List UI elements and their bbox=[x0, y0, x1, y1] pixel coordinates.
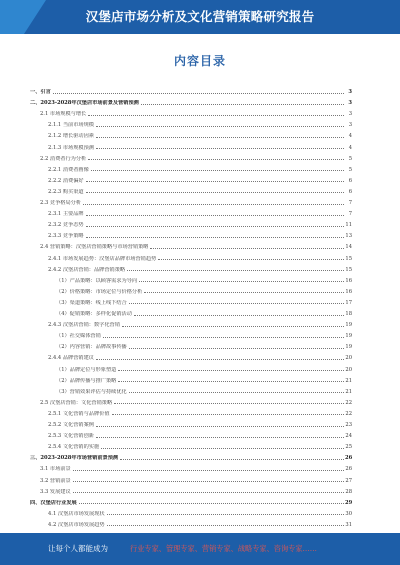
toc-entry-title: 2.3.2 竞争态势 bbox=[48, 222, 84, 229]
toc-entry[interactable] bbox=[48, 509, 352, 517]
toc-leader-dots bbox=[144, 292, 344, 293]
toc-entry-page: 26 bbox=[345, 455, 353, 462]
toc-entry-title: （1）产品策略：以顾客需求为导向 bbox=[56, 277, 138, 284]
toc-entry-title: （3）营销效果评估与持续优化 bbox=[56, 388, 127, 395]
toc-entry-title: 3.3 发展建议 bbox=[40, 488, 71, 495]
header-banner bbox=[0, 0, 400, 34]
toc-entry-title: （3）渠道策略：线上线下结合 bbox=[56, 299, 127, 306]
toc-entry[interactable] bbox=[48, 254, 352, 262]
toc-entry-page: 6 bbox=[348, 177, 352, 184]
toc-entry-page: 20 bbox=[345, 355, 352, 362]
toc-entry[interactable] bbox=[48, 431, 352, 439]
toc-entry-title: 2.2.3 购买渠道 bbox=[48, 188, 84, 195]
toc-entry-page: 16 bbox=[345, 277, 352, 284]
toc-leader-dots bbox=[96, 126, 344, 127]
toc-entry-title: 2.4.4 品牌营销建议 bbox=[48, 355, 94, 362]
toc-entry[interactable] bbox=[48, 520, 352, 528]
toc-leader-dots bbox=[73, 481, 344, 482]
toc-entry[interactable] bbox=[48, 165, 352, 173]
toc-entry[interactable] bbox=[48, 176, 352, 184]
toc-leader-dots bbox=[96, 148, 344, 149]
toc-leader-dots bbox=[86, 237, 344, 238]
toc-entry[interactable] bbox=[40, 154, 352, 162]
toc-leader-dots bbox=[73, 470, 344, 471]
toc-entry-title: 2.1.2 增长驱动因素 bbox=[48, 133, 94, 140]
toc-entry[interactable] bbox=[40, 242, 352, 250]
toc-entry-title: 2.5.4 文化营销的实施 bbox=[48, 444, 100, 451]
toc-entry-page: 17 bbox=[345, 299, 352, 306]
toc-entry-title: 4.2 汉堡店市场发展趋势 bbox=[48, 521, 105, 528]
toc-leader-dots bbox=[103, 337, 344, 338]
toc-entry-page: 31 bbox=[345, 521, 352, 528]
toc-entry[interactable] bbox=[56, 387, 352, 395]
toc-leader-dots bbox=[129, 348, 344, 349]
toc-entry-page: 3 bbox=[348, 111, 352, 118]
toc-leader-dots bbox=[107, 525, 344, 526]
toc-entry-title: 2.3.3 竞争策略 bbox=[48, 233, 84, 240]
toc-leader-dots bbox=[91, 170, 344, 171]
toc-leader-dots bbox=[86, 226, 344, 227]
toc-entry-title: 2.1 市场规模与增长 bbox=[40, 111, 87, 118]
toc-entry[interactable] bbox=[40, 464, 352, 472]
toc-leader-dots bbox=[122, 326, 344, 327]
toc-entry-page: 13 bbox=[345, 233, 352, 240]
toc-leader-dots bbox=[150, 248, 344, 249]
toc-entry[interactable] bbox=[48, 120, 352, 128]
toc-entry-title: 2.4.2 汉堡店营销：品牌营销策略 bbox=[48, 266, 126, 273]
toc-entry[interactable] bbox=[56, 287, 352, 295]
toc-entry-title: 3.1 市场前景 bbox=[40, 466, 71, 473]
toc-leader-dots bbox=[120, 459, 344, 460]
toc-entry[interactable] bbox=[40, 198, 352, 206]
toc-entry-title: 2.5.2 文化营销案例 bbox=[48, 422, 94, 428]
toc-entry[interactable] bbox=[56, 298, 352, 306]
toc-entry-title: 2.2 消费者行为分析 bbox=[40, 155, 87, 162]
toc-leader-dots bbox=[141, 104, 344, 105]
toc-leader-dots bbox=[96, 359, 344, 360]
toc-entry-title: 2.5.3 文化营销创新 bbox=[48, 433, 94, 440]
toc-entry[interactable] bbox=[40, 487, 352, 495]
toc-entry-title: 四、汉堡店行业发展 bbox=[30, 499, 77, 506]
toc-leader-dots bbox=[112, 414, 344, 415]
toc-leader-dots bbox=[129, 392, 344, 393]
toc-entry-page: 16 bbox=[345, 288, 352, 295]
toc-entry-page: 22 bbox=[345, 399, 352, 406]
toc-leader-dots bbox=[86, 215, 344, 216]
toc-entry[interactable] bbox=[30, 98, 352, 106]
toc-leader-dots bbox=[53, 93, 344, 94]
toc-leader-dots bbox=[88, 159, 344, 160]
toc-entry-page: 21 bbox=[345, 377, 352, 384]
toc-leader-dots bbox=[86, 181, 344, 182]
toc-entry-page: 3 bbox=[348, 100, 352, 107]
toc-heading: 内容目录 bbox=[173, 54, 226, 68]
toc-entry-title: （2）内容营销：品牌故事传播 bbox=[56, 344, 127, 351]
toc-leader-dots bbox=[88, 115, 344, 116]
toc-leader-dots bbox=[96, 137, 344, 138]
toc-entry-title: 2.1.3 市场规模预测 bbox=[48, 144, 94, 151]
toc-entry-page: 18 bbox=[345, 311, 352, 317]
toc-entry-title: 2.1.1 当前市场规模 bbox=[48, 122, 94, 129]
toc-entry-title: 2.4.1 市场发展趋势：汉堡店品牌市场营销趋势 bbox=[48, 255, 157, 262]
toc-entry[interactable] bbox=[30, 498, 352, 506]
footer-banner bbox=[0, 533, 400, 565]
toc-entry-page: 15 bbox=[345, 266, 352, 273]
document-title: 汉堡店市场分析及文化营销策略研究报告 bbox=[85, 9, 315, 24]
toc-entry-title: 二、2023-2028年汉堡店市场前景及营销预测 bbox=[30, 100, 139, 107]
toc-leader-dots bbox=[107, 514, 344, 515]
footer-roles: 行业专家、管理专家、营销专家、战略专家、咨询专家…… bbox=[130, 544, 317, 553]
toc-entry-title: 2.2.2 消费偏好 bbox=[48, 177, 84, 184]
toc-entry-page: 29 bbox=[345, 499, 353, 506]
toc-entry-page: 3 bbox=[348, 89, 352, 95]
toc-entry-title: 4.1 汉堡店市场发展现状 bbox=[48, 510, 105, 517]
toc-entry[interactable] bbox=[48, 209, 352, 217]
toc-entry-page: 30 bbox=[345, 510, 352, 517]
toc-entry-page: 3 bbox=[348, 122, 352, 129]
toc-entry-title: （2）品牌传播与推广策略 bbox=[56, 377, 117, 384]
toc-entry-page: 28 bbox=[345, 488, 352, 495]
toc-leader-dots bbox=[158, 259, 344, 260]
toc-entry-page: 26 bbox=[345, 466, 352, 473]
toc-entry-page: 23 bbox=[345, 422, 352, 428]
toc-entry[interactable] bbox=[48, 420, 352, 428]
toc-entry[interactable] bbox=[48, 353, 352, 361]
toc-leader-dots bbox=[73, 492, 344, 493]
toc-entry[interactable] bbox=[56, 309, 352, 317]
toc-leader-dots bbox=[83, 204, 344, 205]
toc-entry-title: 2.5.1 文化营销与品牌价值 bbox=[48, 410, 110, 417]
toc-leader-dots bbox=[139, 281, 344, 282]
toc-leader-dots bbox=[114, 403, 344, 404]
toc-leader-dots bbox=[79, 503, 344, 504]
toc-leader-dots bbox=[96, 437, 344, 438]
toc-leader-dots bbox=[96, 426, 344, 427]
toc-entry-page: 15 bbox=[345, 255, 352, 262]
toc-leader-dots bbox=[101, 448, 344, 449]
toc-entry-title: 一、引言 bbox=[30, 89, 51, 95]
toc-entry[interactable] bbox=[56, 276, 352, 284]
toc-entry-page: 7 bbox=[348, 211, 352, 218]
toc-entry-page: 22 bbox=[345, 410, 352, 417]
toc-entry-page: 4 bbox=[348, 144, 352, 151]
toc-entry-page: 11 bbox=[345, 222, 352, 229]
toc-entry-title: 2.4 营销策略：汉堡店营销策略与市场营销策略 bbox=[40, 244, 149, 251]
toc-leader-dots bbox=[118, 381, 344, 382]
toc-entry[interactable] bbox=[40, 476, 352, 484]
toc-entry-title: 3.2 营销前景 bbox=[40, 477, 71, 484]
toc-entry[interactable] bbox=[56, 365, 352, 373]
toc-entry[interactable] bbox=[48, 442, 352, 450]
toc-entry-title: 2.3.1 主要品牌 bbox=[48, 211, 84, 218]
toc-entry-page: 27 bbox=[345, 477, 352, 484]
toc-entry-page: 5 bbox=[348, 155, 352, 162]
toc-entry-title: 2.5 汉堡店营销：文化营销策略 bbox=[40, 399, 113, 406]
toc-entry[interactable] bbox=[48, 265, 352, 273]
toc-entry[interactable] bbox=[48, 409, 352, 417]
toc-entry[interactable] bbox=[48, 220, 352, 228]
toc-entry[interactable] bbox=[40, 398, 352, 406]
toc-entry[interactable] bbox=[30, 453, 352, 461]
toc-entry-page: 19 bbox=[345, 333, 352, 340]
toc-leader-dots bbox=[134, 315, 344, 316]
toc-entry[interactable] bbox=[48, 187, 352, 195]
toc-leader-dots bbox=[127, 270, 344, 271]
toc-leader-dots bbox=[86, 192, 344, 193]
toc-entry-page: 24 bbox=[345, 433, 352, 440]
toc-entry-page: 6 bbox=[348, 188, 352, 195]
toc-entry[interactable] bbox=[48, 143, 352, 151]
footer-slogan: 让每个人都能成为 bbox=[48, 544, 108, 553]
toc-entry[interactable] bbox=[40, 109, 352, 117]
toc-entry[interactable] bbox=[48, 131, 352, 139]
toc-entry[interactable] bbox=[48, 320, 352, 328]
toc-entry[interactable] bbox=[30, 87, 352, 95]
toc-entry-page: 14 bbox=[345, 244, 352, 251]
toc-entry-title: （2）价格策略：市场定位与价格分析 bbox=[56, 288, 143, 295]
toc-entry-page: 21 bbox=[345, 388, 352, 395]
toc-entry-page: 25 bbox=[345, 444, 352, 451]
toc-entry-page: 7 bbox=[348, 200, 352, 206]
toc-entry[interactable] bbox=[56, 342, 352, 350]
toc-leader-dots bbox=[118, 370, 344, 371]
toc-entry-title: 2.3 竞争格局分析 bbox=[40, 200, 82, 206]
toc-entry-page: 5 bbox=[348, 166, 352, 173]
toc-entry-page: 4 bbox=[348, 133, 352, 140]
toc-entry-title: （4）促销策略：多样化促销活动 bbox=[56, 311, 132, 317]
toc-entry-title: 2.2.1 消费者画像 bbox=[48, 166, 89, 173]
toc-entry-title: 三、2023-2028年市场营销前景预测 bbox=[30, 455, 119, 462]
toc-entry-page: 20 bbox=[345, 366, 352, 373]
toc-entry[interactable] bbox=[56, 331, 352, 339]
toc-entry-page: 19 bbox=[345, 322, 352, 329]
toc-leader-dots bbox=[129, 303, 344, 304]
toc-entry-title: （1）社交媒体营销 bbox=[56, 333, 101, 340]
toc-entry-title: （1）品牌定位与形象塑造 bbox=[56, 366, 117, 373]
toc-entry[interactable] bbox=[48, 231, 352, 239]
toc-entry[interactable] bbox=[56, 376, 352, 384]
toc-entry-page: 19 bbox=[345, 344, 352, 351]
toc-entry-title: 2.4.3 汉堡店营销：数字化营销 bbox=[48, 322, 120, 329]
